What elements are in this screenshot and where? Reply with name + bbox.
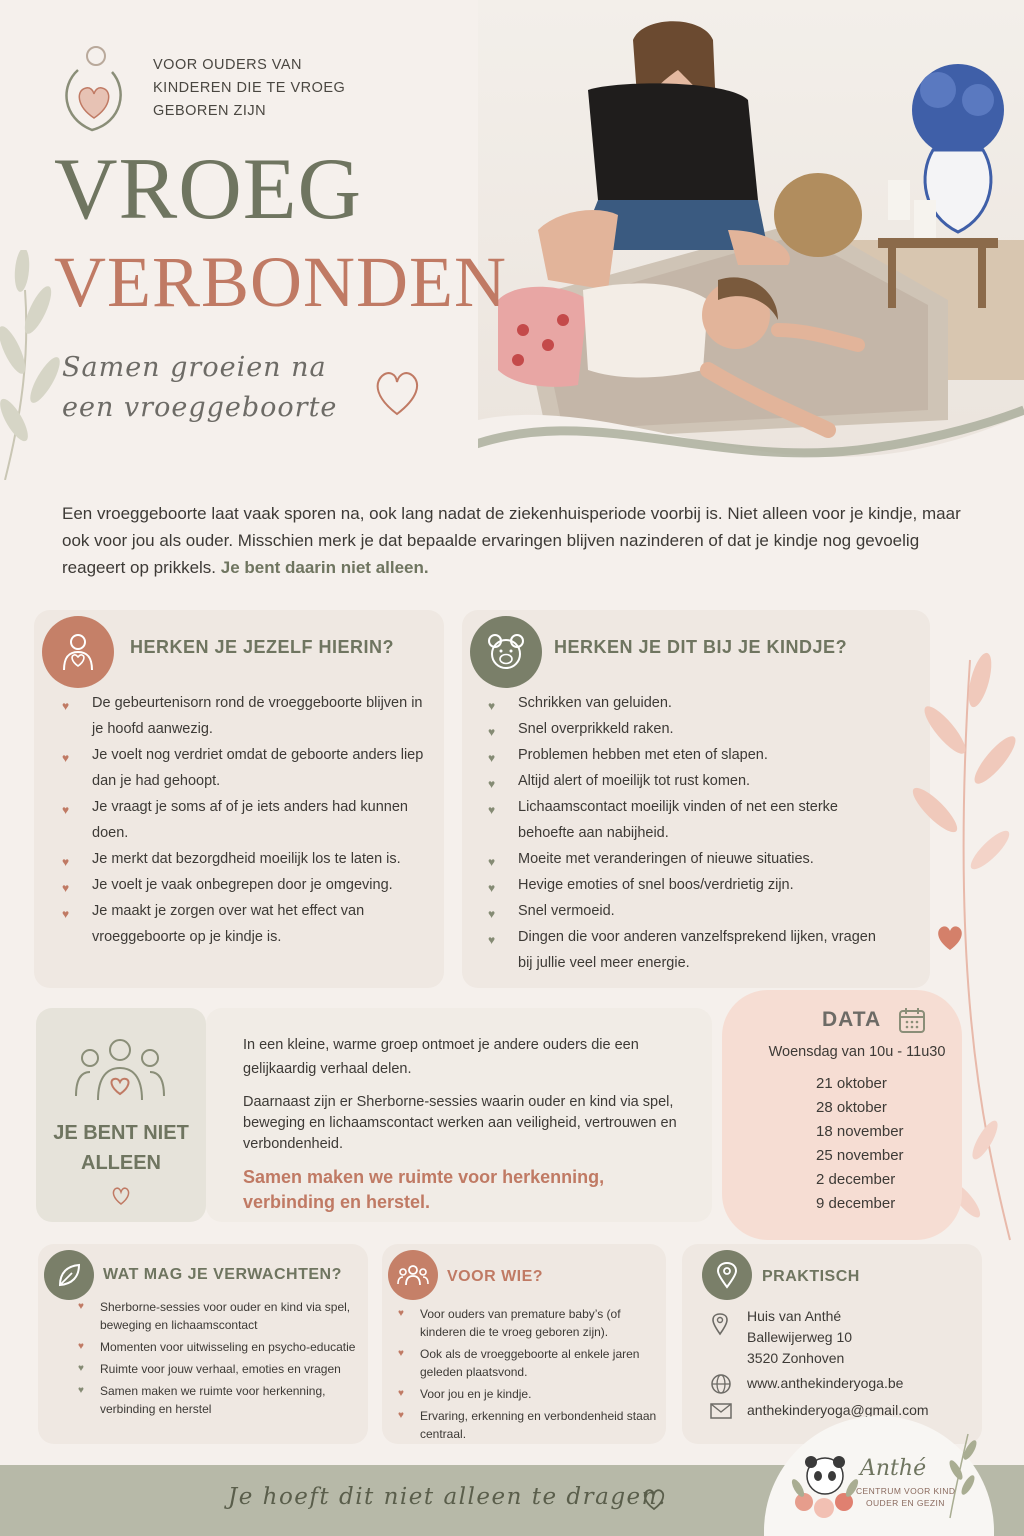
list-item: ♥ Dingen die voor anderen vanzelfsprekend lijken, vragen bij jullie veel meer energie. xyxy=(488,929,876,971)
heart-outline-small-icon xyxy=(110,1186,132,1206)
list-item: ♥ Hevige emoties of snel boos/verdrietig zijn. xyxy=(488,872,888,898)
not-alone-title: JE BENT NIET ALLEEN xyxy=(53,1122,189,1174)
practical-card-title: PRAKTISCH xyxy=(762,1268,860,1285)
list-item: ♥ Ook als de vroeggeboorte al enkele jaren geleden plaatsvond. xyxy=(398,1347,640,1379)
footer-heart-icon xyxy=(640,1486,668,1512)
list-item: ♥ Samen maken we ruimte voor herkenning, verbinding en herstel xyxy=(78,1384,326,1416)
list-item: ♥ Voor jou en je kindje. xyxy=(398,1387,532,1401)
subtitle: Samen groeien na een vroeggeboorte xyxy=(62,352,338,423)
mail-icon xyxy=(710,1403,732,1419)
list-item: ♥ Ervaring, erkenning en verbondenheid staan centraal. xyxy=(398,1409,657,1441)
list-item: ♥ Lichaamscontact moeilijk vinden of net een sterke behoefte aan nabijheid. xyxy=(488,799,838,841)
intro-highlight: Je bent daarin niet alleen. xyxy=(220,558,429,577)
heart-bullet-icon: ♥ xyxy=(62,907,70,921)
address-block xyxy=(747,1306,852,1369)
list-item: ♥ Je voelt nog verdriet omdat de geboorte anders liep dan je had gehoopt. xyxy=(62,747,424,789)
date-item: 9 december xyxy=(816,1195,896,1212)
heart-bullet-icon: ♥ xyxy=(62,855,70,869)
leaf-icon xyxy=(44,1250,94,1300)
list-item: ♥ Ruimte voor jouw verhaal, emoties en vragen xyxy=(78,1362,341,1376)
expect-card-title: WAT MAG JE VERWACHTEN? xyxy=(103,1266,342,1283)
list-item: ♥ De gebeurtenisorn rond de vroeggeboorte blijven in je hoofd aanwezig. xyxy=(62,695,423,737)
brand-line-1: CENTRUM VOOR KIND xyxy=(856,1486,956,1496)
who-card-list xyxy=(398,1305,660,1447)
hero-photo xyxy=(478,0,1024,470)
not-alone-paragraph-2: Daarnaast zijn er Sherborne-sessies waarin ouder en kind via spel, beweging en lichaamscontact werken aan veiligheid, vertrouwen en verbondenheid. xyxy=(243,1094,677,1152)
heart-bullet-icon: ♥ xyxy=(78,1363,84,1374)
address-line-2: Ballewijerweg 10 xyxy=(747,1329,853,1345)
self-card-title: HERKEN JE JEZELF HIERIN? xyxy=(130,637,395,657)
dates-title: DATA xyxy=(822,1008,882,1031)
heart-bullet-icon: ♥ xyxy=(488,855,496,869)
list-item: ♥ Snel vermoeid. xyxy=(488,898,888,924)
list-item: ♥ Voor ouders van premature baby’s (of kinderen die te vroeg geboren zijn). xyxy=(398,1307,621,1339)
panda-flower-logo-icon xyxy=(790,1446,860,1522)
group-heart-icon xyxy=(74,1036,166,1106)
heart-bullet-icon: ♥ xyxy=(488,907,496,921)
list-item: ♥ Moeite met veranderingen of nieuwe situaties. xyxy=(488,846,888,872)
map-pin-icon xyxy=(710,1312,730,1336)
title-line-1: VROEG xyxy=(54,141,363,238)
child-card-title: HERKEN JE DIT BIJ JE KINDJE? xyxy=(554,637,848,657)
heart-bullet-icon: ♥ xyxy=(488,933,496,947)
heart-bullet-icon: ♥ xyxy=(62,881,70,895)
list-item: ♥ Snel overprikkeld raken. xyxy=(488,716,888,742)
heart-bullet-icon: ♥ xyxy=(398,1388,404,1399)
list-item: ♥ Je merkt dat bezorgdheid moeilijk los te laten is. xyxy=(62,846,432,872)
list-item: ♥ Altijd alert of moeilijk tot rust komen. xyxy=(488,768,888,794)
intro-body: Een vroeggeboorte laat vaak sporen na, ook lang nadat de ziekenhuisperiode voorbij is. Niet alleen voor je kindje, maar ook voor jou als ouder. Misschien merk je dat bepaalde ervaringen blijven nazinderen of dat je kindje nog gevoelig reageert op prikkels. xyxy=(62,504,961,577)
list-item: ♥ Sherborne-sessies voor ouder en kind via spel, beweging en lichaamscontact xyxy=(78,1300,351,1332)
heart-bullet-icon: ♥ xyxy=(488,699,496,713)
dates-list xyxy=(816,1072,904,1216)
people-icon xyxy=(388,1250,438,1300)
heart-bullet-icon: ♥ xyxy=(488,803,496,817)
date-item: 2 december xyxy=(816,1171,896,1188)
website-link[interactable]: www.anthekinderyoga.be xyxy=(747,1375,904,1391)
heart-bullet-icon: ♥ xyxy=(398,1308,404,1319)
heart-bullet-icon: ♥ xyxy=(62,699,70,713)
brand-name: Anthé xyxy=(860,1456,927,1481)
date-item: 21 oktober xyxy=(816,1075,887,1092)
list-item: ♥ Schrikken van geluiden. xyxy=(488,690,888,716)
heart-bullet-icon: ♥ xyxy=(488,725,496,739)
intro-text xyxy=(62,500,962,581)
expect-card-list xyxy=(78,1298,358,1422)
tagline: VOOR OUDERS VAN KINDEREN DIE TE VROEG GEBOREN ZIJN xyxy=(153,57,346,119)
heart-bullet-icon: ♥ xyxy=(488,881,496,895)
heart-bullet-icon: ♥ xyxy=(78,1301,84,1312)
globe-icon xyxy=(710,1373,732,1395)
who-card-title: VOOR WIE? xyxy=(447,1268,544,1285)
brand-line-2: OUDER EN GEZIN xyxy=(866,1498,945,1508)
email-link[interactable]: anthekinderyoga@gmail.com xyxy=(747,1402,929,1418)
heart-bullet-icon: ♥ xyxy=(488,777,496,791)
date-item: 18 november xyxy=(816,1123,904,1140)
list-item: ♥ Problemen hebben met eten of slapen. xyxy=(488,742,888,768)
brand-leaf-decoration xyxy=(940,1430,980,1520)
parent-heart-icon xyxy=(42,616,114,688)
heart-bullet-icon: ♥ xyxy=(78,1341,84,1352)
title-line-2: VERBONDEN xyxy=(54,242,507,322)
dates-schedule: Woensdag van 10u - 11u30 xyxy=(768,1044,946,1060)
list-item: ♥ Je vraagt je soms af of je iets anders had kunnen doen. xyxy=(62,799,408,841)
date-item: 28 oktober xyxy=(816,1099,887,1116)
address-line-3: 3520 Zonhoven xyxy=(747,1350,845,1366)
location-pin-icon xyxy=(702,1250,752,1300)
date-item: 25 november xyxy=(816,1147,904,1164)
list-item: ♥ Je maakt je zorgen over wat het effect van vroeggeboorte op je kindje is. xyxy=(62,903,365,945)
heart-bullet-icon: ♥ xyxy=(398,1410,404,1421)
heart-bullet-icon: ♥ xyxy=(78,1385,84,1396)
heart-outline-icon xyxy=(372,366,422,418)
footer-text: Je hoeft dit niet alleen te dragen. xyxy=(228,1484,667,1510)
heart-bullet-icon: ♥ xyxy=(62,803,70,817)
not-alone-highlight: Samen maken we ruimte voor herkenning, verbinding en herstel. xyxy=(243,1167,605,1212)
heart-bullet-icon: ♥ xyxy=(398,1348,404,1359)
list-item: ♥ Je voelt je vaak onbegrepen door je omgeving. xyxy=(62,872,432,898)
teddy-bear-icon xyxy=(470,616,542,688)
self-card-list xyxy=(62,690,432,950)
not-alone-paragraph-1: In een kleine, warme groep ontmoet je andere ouders die een gelijkaardig verhaal delen. xyxy=(243,1037,639,1077)
calendar-icon xyxy=(898,1006,926,1034)
heart-bullet-icon: ♥ xyxy=(62,751,70,765)
child-card-list xyxy=(488,690,888,976)
heart-bullet-icon: ♥ xyxy=(488,751,496,765)
logo-heart-icon xyxy=(56,42,132,134)
list-item: ♥ Momenten voor uitwisseling en psycho-educatie xyxy=(78,1340,356,1354)
address-line-1: Huis van Anthé xyxy=(747,1308,842,1324)
